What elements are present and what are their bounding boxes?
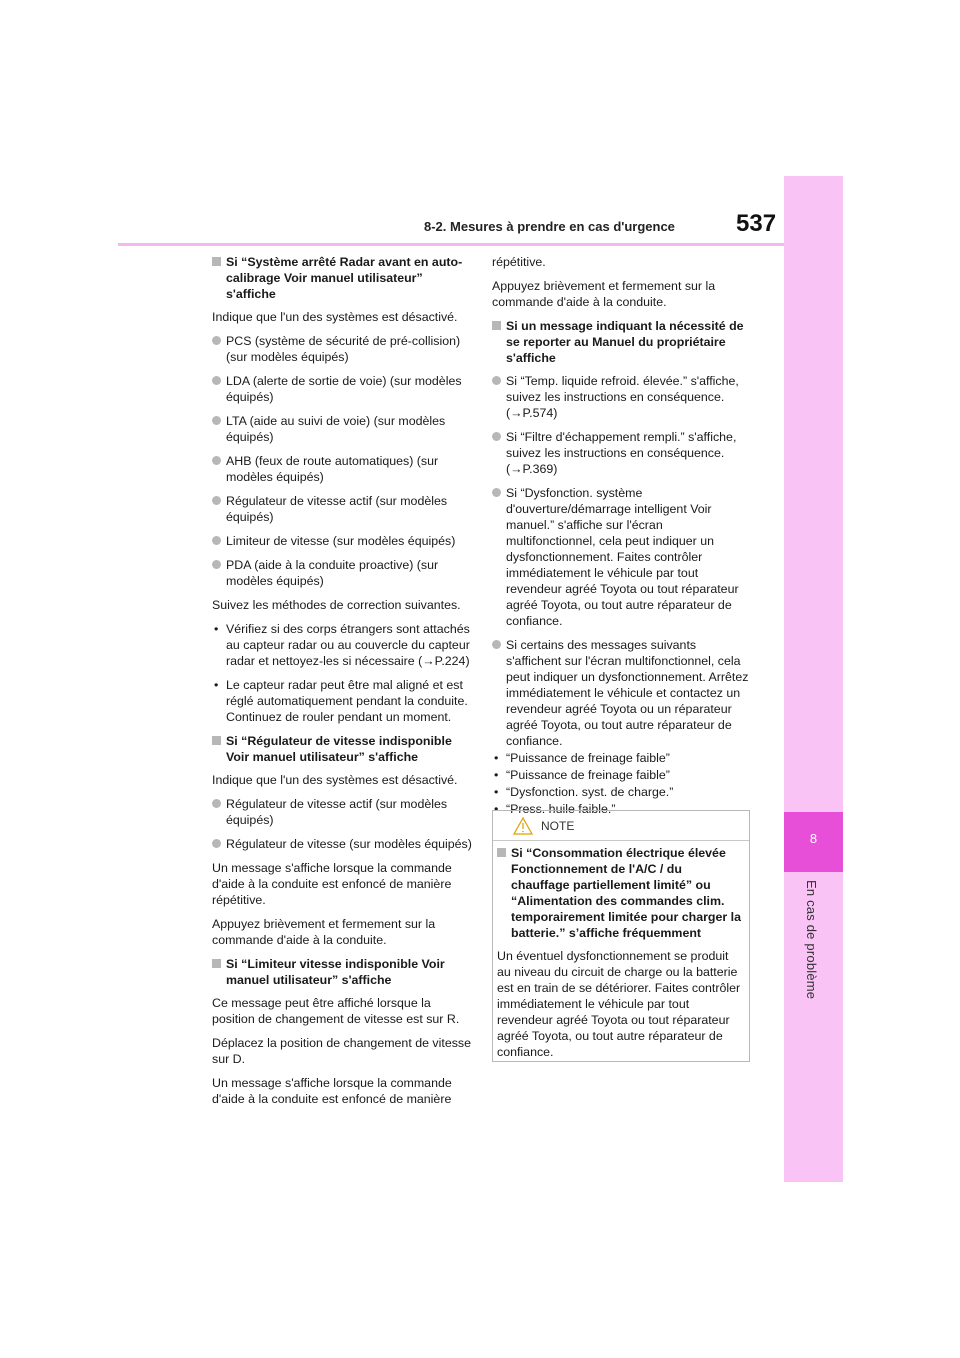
- square-bullet-icon: [212, 257, 221, 266]
- paragraph: Suivez les méthodes de correction suivantes.: [212, 598, 461, 612]
- note-text: Un éventuel dysfonctionnement se produit au niveau du circuit de charge ou la batterie est en train de se détériorer. Faites contrôler immédiatement le véhicule par tout revendeur agréé Toyota ou tout réparateur agréé Toyota, ou tout autre réparateur de confiance.: [497, 949, 741, 1059]
- paragraph: répétitive.: [492, 255, 546, 269]
- paragraph: Déplacez la position de changement de vitesse sur D.: [212, 1036, 471, 1066]
- section-heading: Si un message indiquant la nécessité de se reporter au Manuel du propriétaire s'affiche: [492, 318, 754, 366]
- note-body: [497, 845, 743, 1068]
- section-heading: Si “Limiteur vitesse indisponible Voir manuel utilisateur” s'affiche: [212, 956, 474, 988]
- list-item: • Le capteur radar peut être mal aligné et est réglé automatiquement pendant la conduite. Continuez de rouler pendant un moment.: [214, 678, 468, 724]
- round-bullet-icon: [212, 496, 221, 505]
- square-bullet-icon: [492, 321, 501, 330]
- message-item: • “Puissance de freinage faible”: [494, 751, 670, 765]
- list-item: Si “Temp. liquide refroid. élevée.” s'affiche, suivez les instructions en conséquence. (→P.574): [492, 373, 754, 421]
- round-bullet-icon: [212, 416, 221, 425]
- paragraph: Appuyez brièvement et fermement sur la commande d'aide à la conduite.: [212, 917, 436, 947]
- chapter-label: En cas de problème: [804, 880, 819, 1000]
- list-item: • Vérifiez si des corps étrangers sont attachés au capteur radar ou au couvercle du capteur radar et nettoyez-les si nécessaire (→P.224): [214, 622, 470, 668]
- chapter-side-tab: [784, 176, 843, 1182]
- list-item: Régulateur de vitesse actif (sur modèles équipés): [212, 796, 474, 828]
- message-item: • “Puissance de freinage faible”: [494, 768, 670, 782]
- round-bullet-icon: [212, 536, 221, 545]
- round-bullet-icon: [492, 376, 501, 385]
- list-item: PCS (système de sécurité de pré-collision) (sur modèles équipés): [212, 333, 474, 365]
- round-bullet-icon: [492, 488, 501, 497]
- list-item: LDA (alerte de sortie de voie) (sur modèles équipés): [212, 373, 474, 405]
- list-item: Limiteur de vitesse (sur modèles équipés): [212, 533, 474, 549]
- paragraph: Indique que l'un des systèmes est désactivé.: [212, 310, 458, 324]
- chapter-number: 8: [809, 831, 818, 846]
- round-bullet-icon: [212, 376, 221, 385]
- list-item: AHB (feux de route automatiques) (sur modèles équipés): [212, 453, 474, 485]
- round-bullet-icon: [492, 432, 501, 441]
- round-bullet-icon: [212, 799, 221, 808]
- note-header: [493, 811, 749, 841]
- round-bullet-icon: [212, 336, 221, 345]
- section-heading: Si “Système arrêté Radar avant en auto-calibrage Voir manuel utilisateur” s'affiche: [212, 254, 474, 302]
- note-heading: Si “Consommation électrique élevée Fonctionnement de l'A/C / du chauffage partiellement limité” ou “Alimentation des commandes clim. temporairement limitée pour charger la batterie.” s’affiche fréquemment: [497, 845, 743, 941]
- round-bullet-icon: [212, 560, 221, 569]
- list-item: Si “Dysfonction. système d'ouverture/démarrage intelligent Voir manuel.” s'affiche sur l'écran multifonctionnel, cela peut indiquer un dysfonctionnement. Faites contrôler immédiatement le véhicule par tout revendeur agréé Toyota ou tout réparateur agréé Toyota, ou tout autre réparateur de confiance.: [492, 485, 754, 629]
- list-item: Si certains des messages suivants s'affichent sur l'écran multifonctionnel, cela peut indiquer un dysfonctionnement. Arrêtez immédiatement le véhicule et contactez un revendeur agréé Toyota ou un réparateur agréé Toyota, ou tout autre réparateur de confiance.: [492, 637, 754, 749]
- round-bullet-icon: [492, 640, 501, 649]
- page-number: 537: [736, 210, 777, 237]
- right-column: [492, 254, 754, 818]
- square-bullet-icon: [212, 736, 221, 745]
- round-bullet-icon: [212, 839, 221, 848]
- note-box: [492, 810, 750, 1062]
- round-bullet-icon: [212, 456, 221, 465]
- paragraph: Un message s'affiche lorsque la commande d'aide à la conduite est enfoncé de manière répétitive.: [212, 861, 452, 907]
- list-item: Si “Filtre d'échappement rempli.” s'affiche, suivez les instructions en conséquence. (→P.369): [492, 429, 754, 477]
- square-bullet-icon: [497, 848, 506, 857]
- warning-triangle-icon: [513, 817, 533, 835]
- list-item: Régulateur de vitesse (sur modèles équipés): [212, 836, 474, 852]
- paragraph: Un message s'affiche lorsque la commande d'aide à la conduite est enfoncé de manière: [212, 1076, 452, 1106]
- square-bullet-icon: [212, 959, 221, 968]
- header-rule: [118, 243, 784, 246]
- left-column: [212, 254, 474, 1115]
- list-item: PDA (aide à la conduite proactive) (sur modèles équipés): [212, 557, 474, 589]
- message-item: • “Dysfonction. syst. de charge.”: [494, 785, 674, 799]
- list-item: Régulateur de vitesse actif (sur modèles équipés): [212, 493, 474, 525]
- list-item: LTA (aide au suivi de voie) (sur modèles équipés): [212, 413, 474, 445]
- section-heading: Si “Régulateur de vitesse indisponible Voir manuel utilisateur” s'affiche: [212, 733, 474, 765]
- message-item: • “Press. huile faible.”: [494, 802, 616, 816]
- paragraph: Appuyez brièvement et fermement sur la commande d'aide à la conduite.: [492, 279, 716, 309]
- section-title: 8-2. Mesures à prendre en cas d'urgence: [424, 219, 675, 234]
- note-label: NOTE: [541, 819, 575, 833]
- paragraph: Indique que l'un des systèmes est désactivé.: [212, 773, 458, 787]
- paragraph: Ce message peut être affiché lorsque la position de changement de vitesse est sur R.: [212, 996, 460, 1026]
